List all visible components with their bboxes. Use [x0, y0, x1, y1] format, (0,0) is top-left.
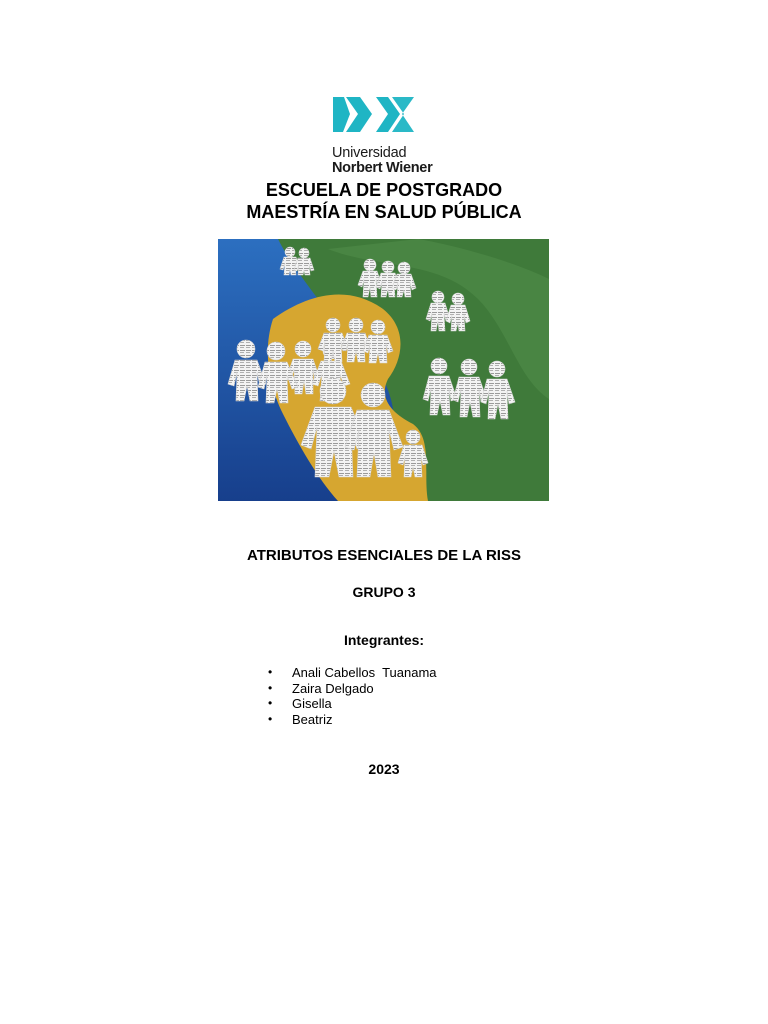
- university-name-line2: Norbert Wiener: [332, 160, 433, 176]
- group-label: GRUPO 3: [352, 584, 416, 600]
- school-heading: ESCUELA DE POSTGRADO: [265, 180, 503, 200]
- list-item: • Gisella: [268, 696, 437, 712]
- university-name-line1: Universidad: [332, 145, 407, 161]
- document-title: ATRIBUTOS ESENCIALES DE LA RISS: [247, 547, 521, 564]
- members-label: Integrantes:: [343, 632, 425, 648]
- list-item: • Zaira Delgado: [268, 681, 437, 697]
- program-heading: MAESTRÍA EN SALUD PÚBLICA: [246, 202, 522, 222]
- list-item: • Beatriz: [268, 712, 437, 728]
- year: 2023: [368, 761, 400, 777]
- members-list: [268, 665, 437, 727]
- paper-people-on-map-image: [218, 239, 549, 501]
- norbert-wiener-logo-icon: [330, 92, 420, 138]
- cover-image: [218, 239, 549, 501]
- list-item: • Anali Cabellos Tuanama: [268, 665, 437, 681]
